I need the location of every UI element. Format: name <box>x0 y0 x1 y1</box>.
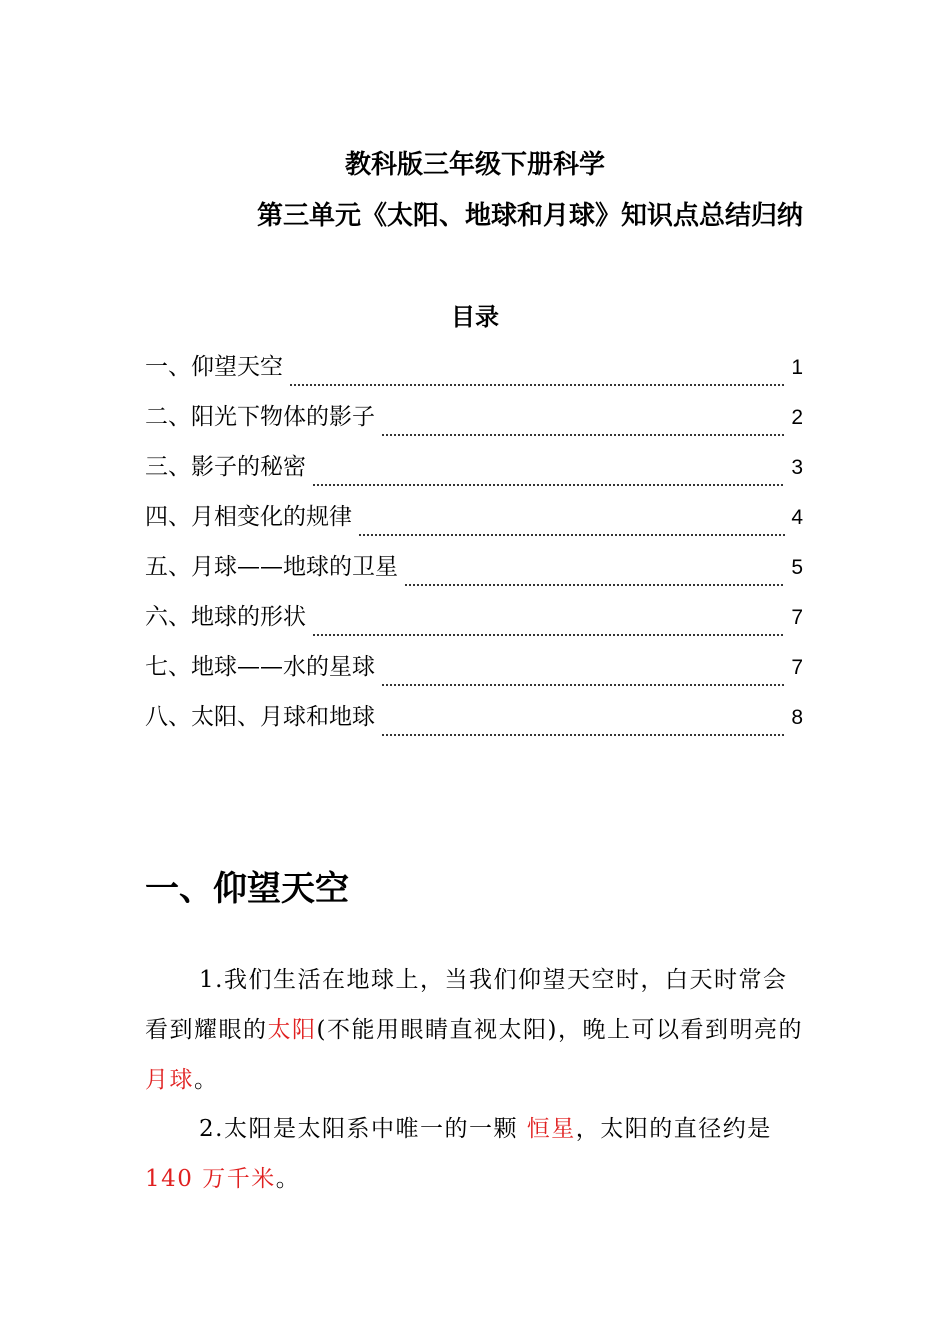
toc-item-page: 5 <box>791 556 803 579</box>
paragraph-1 <box>145 955 810 1105</box>
highlight-term: 140 万千米 <box>145 1166 276 1192</box>
section-heading: 一、仰望天空 <box>145 869 349 909</box>
toc-item-label: 七、地球——水的星球 <box>145 654 375 680</box>
paragraph-text: 2.太阳是太阳系中唯一的一颗 <box>199 1116 527 1142</box>
document-title: 教科版三年级下册科学 <box>344 150 605 180</box>
toc-item-page: 3 <box>791 456 803 479</box>
toc-item-label: 四、月相变化的规律 <box>145 504 352 530</box>
toc-leader-dots <box>404 584 785 586</box>
paragraph-text: 。 <box>275 1166 301 1192</box>
highlight-term: 恒星 <box>526 1116 576 1142</box>
toc-leader-dots <box>358 534 785 536</box>
toc-item[interactable] <box>145 650 803 700</box>
toc-item[interactable] <box>145 500 803 550</box>
toc-item-page: 2 <box>791 406 803 429</box>
toc-leader-dots <box>381 734 785 736</box>
paragraph-text: 1.我们生活在地球上，当我们仰望天空时，白天时常会看到耀眼的 <box>145 967 788 1043</box>
toc-heading: 目录 <box>451 302 499 331</box>
toc-item-page: 7 <box>791 656 803 679</box>
toc-leader-dots <box>289 384 785 386</box>
paragraph-text: 。 <box>194 1067 219 1093</box>
toc-item-label: 八、太阳、月球和地球 <box>145 704 375 730</box>
toc-item-page: 4 <box>791 506 803 529</box>
toc-item[interactable] <box>145 600 803 650</box>
toc-item-page: 8 <box>791 706 803 729</box>
toc-item[interactable] <box>145 450 803 500</box>
table-of-contents <box>145 350 803 750</box>
paragraph-text: (不能用眼睛直视太阳)，晚上可以看到明亮的 <box>316 1017 803 1043</box>
toc-item-label: 一、仰望天空 <box>145 354 283 380</box>
toc-item-label: 五、月球——地球的卫星 <box>145 554 398 580</box>
highlight-term: 太阳 <box>267 1017 317 1043</box>
toc-item-label: 三、影子的秘密 <box>145 454 306 480</box>
highlight-term: 月球 <box>145 1067 194 1093</box>
toc-leader-dots <box>381 684 785 686</box>
document-subtitle: 第三单元《太阳、地球和月球》知识点总结归纳 <box>256 201 803 231</box>
toc-leader-dots <box>312 484 785 486</box>
toc-item[interactable] <box>145 400 803 450</box>
toc-item-page: 7 <box>791 606 803 629</box>
toc-item-page: 1 <box>791 356 803 379</box>
toc-leader-dots <box>312 634 785 636</box>
toc-item[interactable] <box>145 350 803 400</box>
toc-item-label: 六、地球的形状 <box>145 604 306 630</box>
toc-item[interactable] <box>145 550 803 600</box>
toc-item[interactable] <box>145 700 803 750</box>
paragraph-2 <box>145 1104 810 1204</box>
toc-item-label: 二、阳光下物体的影子 <box>145 404 375 430</box>
toc-leader-dots <box>381 434 785 436</box>
paragraph-text: ，太阳的直径约是 <box>575 1116 772 1142</box>
